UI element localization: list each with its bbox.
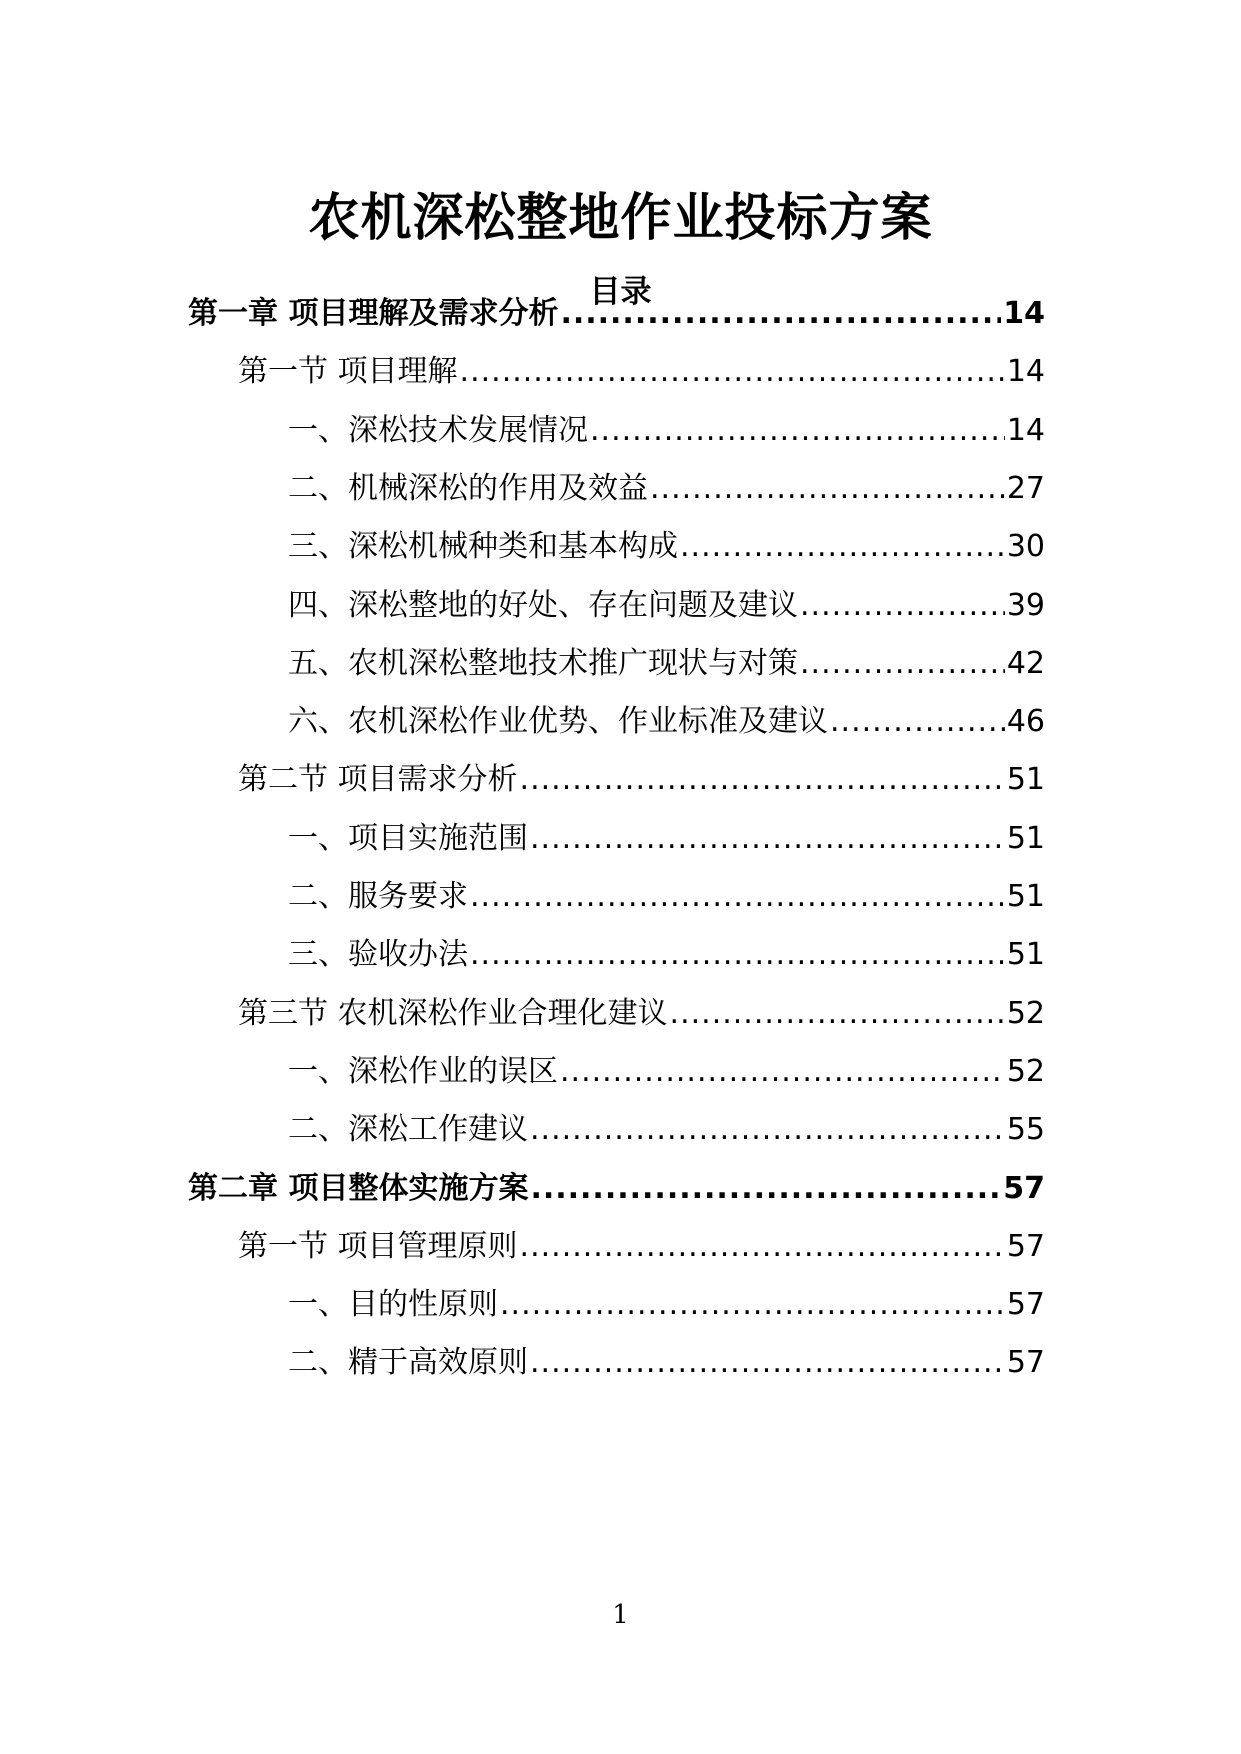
toc-entry[interactable] [288,586,1045,626]
toc-entry[interactable] [288,1285,1045,1325]
toc-dot-leader [560,294,1001,334]
toc-entry-title: 五、农机深松整地技术推广现状与对策 [288,646,798,681]
toc-entry-page: 46 [1006,704,1045,739]
toc-entry[interactable] [188,1169,1045,1209]
page-number: 1 [612,1600,629,1630]
toc-entry-title: 第二章 项目整体实施方案 [188,1171,529,1206]
toc-entry[interactable] [288,1110,1045,1150]
toc-dot-leader [650,469,1005,509]
toc-dot-leader [500,1285,1005,1325]
toc-dot-leader [470,877,1005,917]
toc-entry[interactable] [288,1343,1045,1383]
toc-entry-page: 57 [1003,1171,1045,1206]
toc-entry-title: 二、服务要求 [288,879,468,914]
toc-entry[interactable] [238,1227,1045,1267]
toc-entry-title: 二、精于高效原则 [288,1345,528,1380]
toc-entry-title: 第三节 农机深松作业合理化建议 [238,996,668,1031]
toc-entry[interactable] [288,644,1045,684]
toc-dot-leader [670,994,1005,1034]
toc-dot-leader [470,935,1005,975]
toc-entry-page: 55 [1006,1112,1045,1147]
toc-entry[interactable] [288,469,1045,509]
toc-entry-title: 二、机械深松的作用及效益 [288,471,648,506]
toc-entry-page: 14 [1003,296,1045,331]
document-title: 农机深松整地作业投标方案 [308,189,933,248]
toc-entry-page: 51 [1006,937,1045,972]
toc-entry-page: 51 [1006,879,1045,914]
toc-entry-title: 一、目的性原则 [288,1287,498,1322]
toc-dot-leader [590,411,1005,451]
toc-entry-page: 57 [1006,1287,1045,1322]
toc-dot-leader [530,1343,1005,1383]
toc-entry[interactable] [238,760,1045,800]
toc-entry[interactable] [238,352,1045,392]
toc-entry-page: 14 [1006,413,1045,448]
toc-entry-page: 42 [1006,646,1045,681]
toc-entry-page: 52 [1006,996,1045,1031]
toc-dot-leader [460,352,1005,392]
toc-dot-leader [560,1052,1005,1092]
toc-entry[interactable] [238,994,1045,1034]
toc-entry[interactable] [288,527,1045,567]
toc-entry-title: 第一节 项目管理原则 [238,1229,518,1264]
toc-dot-leader [800,644,1005,684]
toc-dot-leader [530,1110,1005,1150]
toc-entry-page: 57 [1006,1229,1045,1264]
toc-entry[interactable] [288,1052,1045,1092]
toc-dot-leader [680,527,1005,567]
toc-dot-leader [520,760,1005,800]
toc-entry[interactable] [288,819,1045,859]
toc-dot-leader [800,586,1005,626]
toc-entry-title: 一、深松作业的误区 [288,1054,558,1089]
toc-entry-title: 第二节 项目需求分析 [238,762,518,797]
toc-entry-title: 一、深松技术发展情况 [288,413,588,448]
toc-entry[interactable] [288,877,1045,917]
toc-entry-page: 57 [1006,1345,1045,1380]
toc-entry-title: 四、深松整地的好处、存在问题及建议 [288,588,798,623]
toc-dot-leader [830,702,1005,742]
toc-dot-leader [530,819,1005,859]
toc-entry-page: 39 [1006,588,1045,623]
toc-entry-page: 52 [1006,1054,1045,1089]
toc-entry[interactable] [288,702,1045,742]
toc-entry[interactable] [288,411,1045,451]
toc-entry-page: 27 [1006,471,1045,506]
toc-entry-page: 51 [1006,762,1045,797]
toc-entry-title: 六、农机深松作业优势、作业标准及建议 [288,704,828,739]
toc-entry-title: 第一章 项目理解及需求分析 [188,296,559,331]
toc-entry[interactable] [288,935,1045,975]
toc-entry-page: 51 [1006,821,1045,856]
toc-heading: 目录 [589,274,652,310]
toc-entry-title: 一、项目实施范围 [288,821,528,856]
toc-entry-page: 14 [1006,354,1045,389]
toc-dot-leader [520,1227,1005,1267]
toc-entry[interactable] [188,294,1045,334]
toc-entry-title: 三、验收办法 [288,937,468,972]
toc-entry-page: 30 [1006,529,1045,564]
toc-dot-leader [530,1169,1001,1209]
toc-entry-title: 三、深松机械种类和基本构成 [288,529,678,564]
toc-entry-title: 第一节 项目理解 [238,354,458,389]
toc-entry-title: 二、深松工作建议 [288,1112,528,1147]
